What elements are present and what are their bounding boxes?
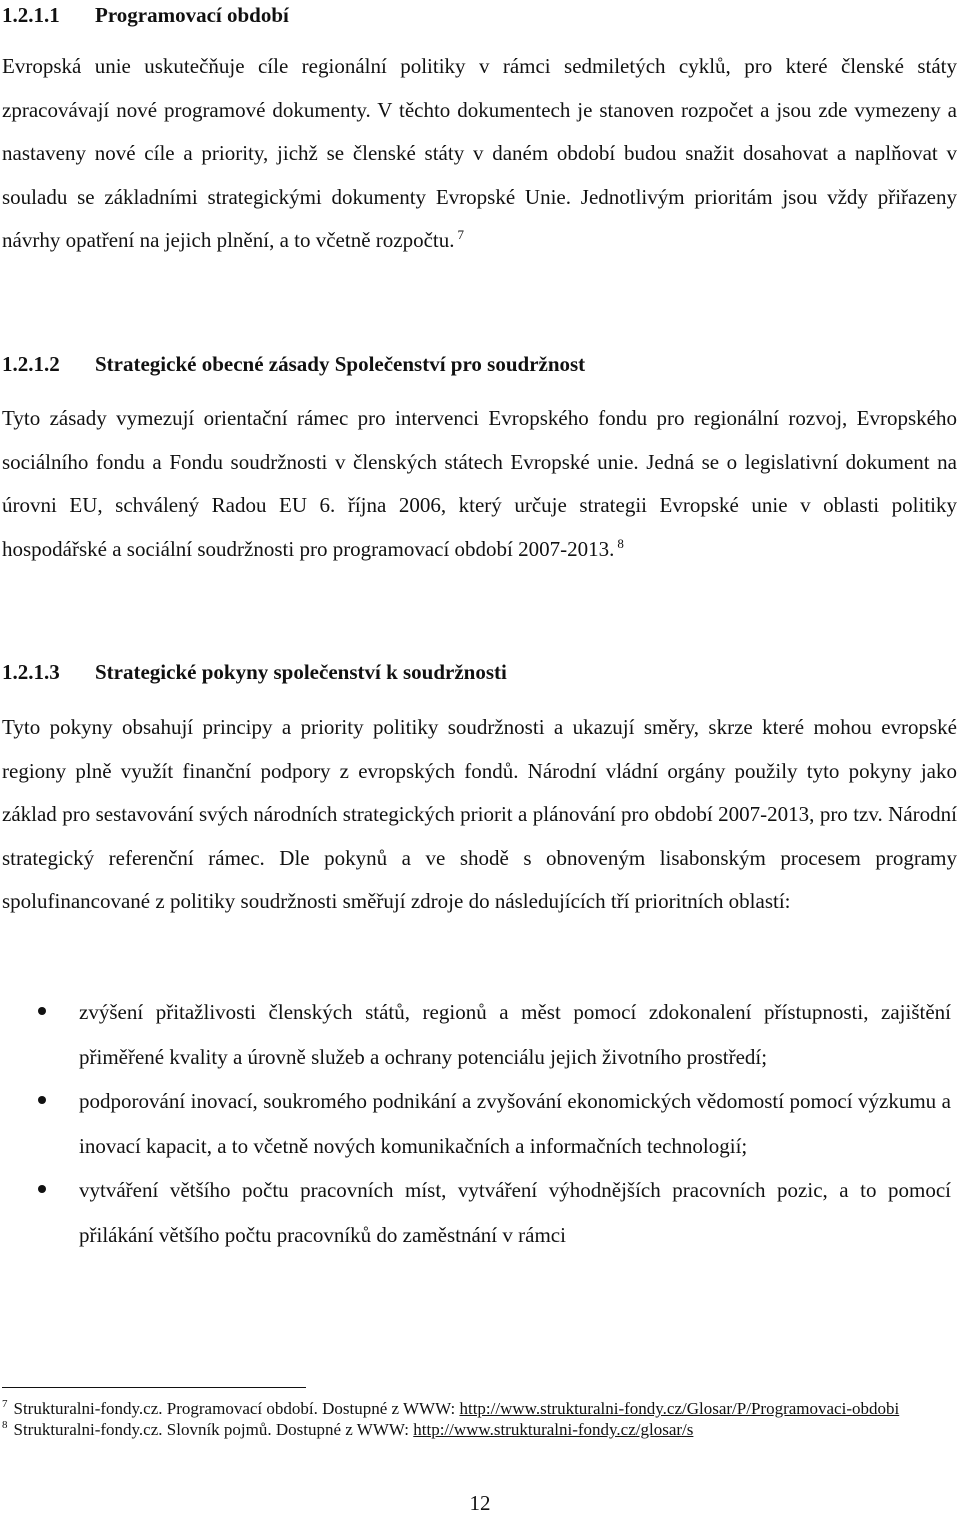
footnote-number: 8 [2,1419,8,1432]
page-number: 12 [469,1491,491,1515]
section-number: 1.2.1.2 [2,352,60,376]
section-heading-1-2-1-2 [2,349,585,379]
paragraph-strategicke-zasady [2,397,957,571]
bullet-icon [38,1185,46,1193]
footnote-number: 7 [2,1398,8,1411]
paragraph-programovaci-obdobi [2,45,957,263]
section-number: 1.2.1.3 [2,660,60,684]
footnote-link[interactable]: http://www.strukturalni-fondy.cz/Glosar/P/Programovaci-obdobi [459,1399,900,1418]
footnote-8 [2,1419,902,1440]
list-item [0,1168,951,1257]
section-number: 1.2.1.1 [2,3,60,27]
section-heading-1-2-1-3 [2,657,507,687]
bullet-icon [38,1096,46,1104]
paragraph-strategicke-pokyny [2,706,957,924]
section-heading-1-2-1-1 [2,0,289,30]
list-item-text: vytváření většího počtu pracovních míst, vytváření výhodnějších pracovních pozic, a to pomocí přilákání většího počtu pracovníků do zaměstnání v rámci [79,1178,951,1247]
paragraph-text: Evropská unie uskutečňuje cíle regionální politiky v rámci sedmiletých cyklů, pro které členské státy zpracovávají nové programové dokumenty. V těchto dokumentech je stanoven rozpočet a jsou zde vymezeny a nastaveny nové cíle a priority, jichž se členské státy v daném období budou snažit dosahovat a naplňovat v souladu se základními strategickými dokumenty Evropské Unie. Jednotlivým prioritám jsou vždy přiřazeny návrhy opatření na jejich plnění, a to včetně rozpočtu. [2,54,957,253]
list-item-text: zvýšení přitažlivosti členských států, regionů a měst pomocí zdokonalení přístupnosti, zajištění přiměřené kvality a úrovně služeb a ochrany potenciálu jejich životního prostředí; [79,1000,951,1069]
bullet-icon [38,1007,46,1015]
footnotes [2,1398,902,1440]
paragraph-text: Tyto zásady vymezují orientační rámec pro intervenci Evropského fondu pro regionální rozvoj, Evropského sociálního fondu a Fondu soudržnosti v členských státech Evropské unie. Jedná se o legislativní dokument na úrovni EU, schválený Radou EU 6. října 2006, který určuje strategii Evropské unie v oblasti politiky hospodářské a sociální soudržnosti pro programovací období 2007-2013. [2,406,957,561]
footnote-text: Strukturalni-fondy.cz. Programovací období. Dostupné z WWW: [13,1399,460,1418]
list-item-text: podporování inovací, soukromého podnikání a zvyšování ekonomických vědomostí pomocí výzkumu a inovací kapacit, a to včetně nových komunikačních a informačních technologií; [79,1089,951,1158]
section-title: Strategické pokyny společenství k soudržnosti [95,660,507,684]
footnote-reference: 7 [457,227,464,243]
priority-list [0,990,960,1257]
footnote-reference: 8 [617,535,624,551]
footnote-7 [2,1398,902,1419]
section-title: Strategické obecné zásady Společenství pro soudržnost [95,352,586,376]
section-title: Programovací období [95,3,289,27]
footnote-divider [2,1387,306,1388]
paragraph-text: Tyto pokyny obsahují principy a priority politiky soudržnosti a ukazují směry, skrze které mohou evropské regiony plně využít finanční podpory z evropských fondů. Národní vládní orgány použily tyto pokyny jako základ pro sestavování svých národních strategických priorit a plánování pro období 2007-2013, pro tzv. Národní strategický referenční rámec. Dle pokynů a ve shodě s obnoveným lisabonským procesem programy spolufinancované z politiky soudržnosti směřují zdroje do následujících tří prioritních oblastí: [2,715,957,914]
footnote-text: Strukturalni-fondy.cz. Slovník pojmů. Dostupné z WWW: [13,1420,414,1439]
footnote-link[interactable]: http://www.strukturalni-fondy.cz/glosar/s [413,1420,694,1439]
list-item [0,1079,951,1168]
list-item [0,990,951,1079]
